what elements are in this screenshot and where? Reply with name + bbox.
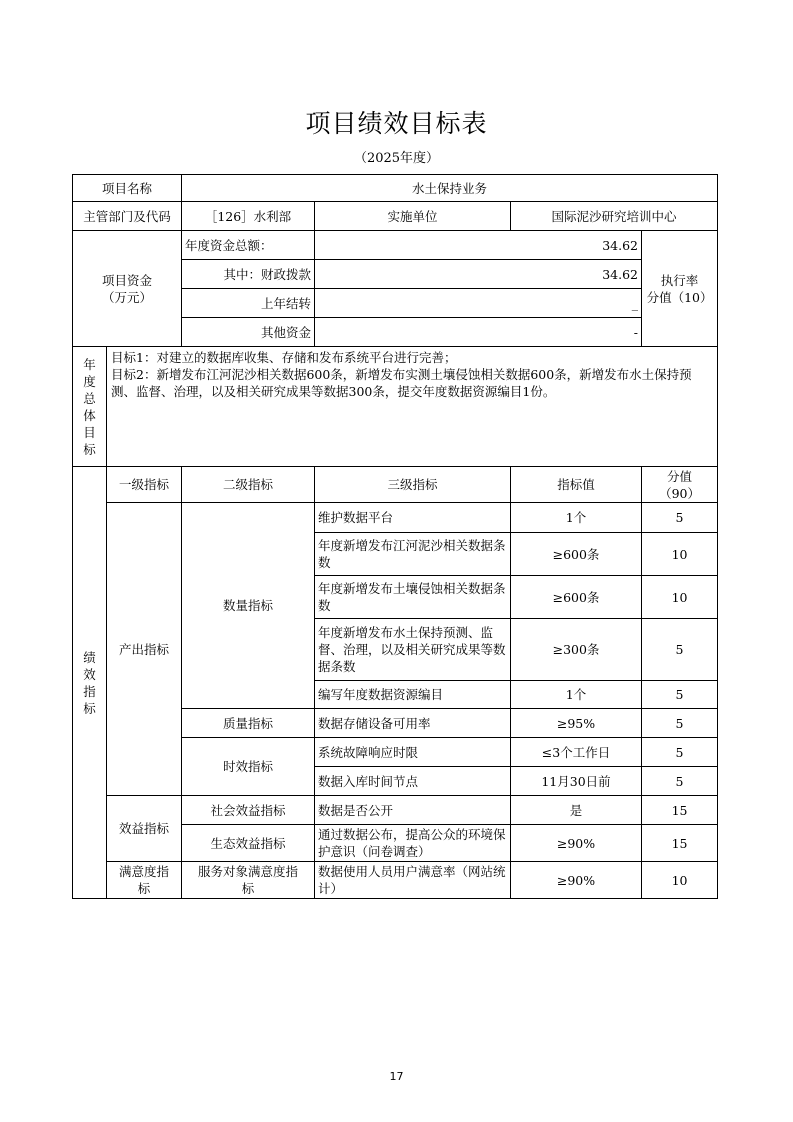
indicator-name: 数据入库时间节点 — [315, 767, 511, 796]
funds-other-value: - — [315, 318, 642, 347]
level1-satisfaction: 满意度指标 — [107, 862, 182, 899]
indicator-name: 维护数据平台 — [315, 503, 511, 533]
funds-label-line1: 项目资金 — [102, 272, 153, 288]
indicator-score: 15 — [642, 825, 718, 862]
funds-carryover-value: _ — [315, 289, 642, 318]
col-level1-header: 一级指标 — [107, 467, 182, 503]
indicator-value: ≥600条 — [511, 533, 642, 576]
indicator-value: 1个 — [511, 681, 642, 709]
funds-label-line2: （万元） — [102, 289, 153, 305]
page-number: 17 — [389, 1070, 404, 1083]
indicators-label-char: 绩 — [83, 649, 96, 665]
exec-rate-label — [642, 231, 718, 347]
table-row — [73, 862, 718, 899]
indicator-value: ≤3个工作日 — [511, 738, 642, 767]
indicator-name: 年度新增发布土壤侵蚀相关数据条数 — [315, 576, 511, 619]
funds-total-label: 年度资金总额： — [182, 231, 315, 260]
indicator-value: ≥300条 — [511, 619, 642, 681]
objectives-label-char: 标 — [83, 441, 96, 457]
table-row — [73, 503, 718, 533]
indicator-score: 5 — [642, 503, 718, 533]
indicators-label-char: 效 — [83, 666, 96, 682]
col-score-line2: （90） — [659, 485, 700, 501]
indicator-score: 5 — [642, 767, 718, 796]
indicator-value: 是 — [511, 796, 642, 825]
impl-label: 实施单位 — [315, 202, 511, 231]
indicators-label-char: 标 — [83, 700, 96, 716]
indicator-value: 11月30日前 — [511, 767, 642, 796]
indicator-name: 数据使用人员用户满意率（网站统计） — [315, 862, 511, 899]
indicator-score: 10 — [642, 576, 718, 619]
level1-benefit: 效益指标 — [107, 796, 182, 862]
page-subtitle: （2025年度） — [353, 151, 440, 166]
project-name-value: 水土保持业务 — [182, 175, 718, 202]
indicator-score: 15 — [642, 796, 718, 825]
col-score-header — [642, 467, 718, 503]
level1-output: 产出指标 — [107, 503, 182, 796]
indicator-score: 5 — [642, 738, 718, 767]
objectives-label — [73, 347, 107, 467]
table-row — [73, 796, 718, 825]
dept-value: ［126］水利部 — [182, 202, 315, 231]
objectives-label-char: 目 — [83, 424, 96, 440]
indicator-value: ≥90% — [511, 862, 642, 899]
indicator-score: 10 — [642, 862, 718, 899]
indicator-name: 数据存储设备可用率 — [315, 709, 511, 738]
col-level2-header: 二级指标 — [182, 467, 315, 503]
indicator-score: 5 — [642, 709, 718, 738]
level2-social: 社会效益指标 — [182, 796, 315, 825]
indicator-value: ≥90% — [511, 825, 642, 862]
level2-satisfaction: 服务对象满意度指标 — [182, 862, 315, 899]
funds-fiscal-label: 其中：财政拨款 — [182, 260, 315, 289]
level2-quantity: 数量指标 — [182, 503, 315, 709]
objectives-label-char: 度 — [83, 373, 96, 389]
indicator-value: ≥600条 — [511, 576, 642, 619]
indicator-name: 编写年度数据资源编目 — [315, 681, 511, 709]
indicator-name: 年度新增发布江河泥沙相关数据条数 — [315, 533, 511, 576]
objectives-text: 目标1：对建立的数据库收集、存储和发布系统平台进行完善； 目标2：新增发布江河泥沙相关数据600条，新增发布实测土壤侵蚀相关数据600条，新增发布水土保持预测、监督、治理，以及相关研究成果等数据300条，提交年度数据资源编目1份。 — [107, 347, 718, 467]
project-name-label: 项目名称 — [73, 175, 182, 202]
funds-label — [73, 231, 182, 347]
level2-quality: 质量指标 — [182, 709, 315, 738]
funds-total-value: 34.62 — [315, 231, 642, 260]
indicator-value: ≥95% — [511, 709, 642, 738]
performance-target-table — [72, 174, 718, 899]
indicator-name: 数据是否公开 — [315, 796, 511, 825]
col-level3-header: 三级指标 — [315, 467, 511, 503]
page-title: 项目绩效目标表 — [305, 109, 488, 138]
funds-other-label: 其他资金 — [182, 318, 315, 347]
indicator-name: 系统故障响应时限 — [315, 738, 511, 767]
exec-rate-line1: 执行率 — [660, 272, 699, 288]
indicators-label-char: 指 — [83, 683, 96, 699]
level2-ecological: 生态效益指标 — [182, 825, 315, 862]
impl-value: 国际泥沙研究培训中心 — [511, 202, 718, 231]
indicator-name: 通过数据公布，提高公众的环境保护意识（问卷调查） — [315, 825, 511, 862]
exec-rate-line2: 分值（10） — [646, 289, 713, 305]
objectives-label-char: 总 — [83, 390, 96, 406]
dept-label: 主管部门及代码 — [73, 202, 182, 231]
objectives-label-char: 年 — [83, 356, 96, 372]
indicator-score: 10 — [642, 533, 718, 576]
objectives-label-char: 体 — [83, 407, 96, 423]
funds-carryover-label: 上年结转 — [182, 289, 315, 318]
col-score-line1: 分值 — [667, 468, 693, 484]
indicators-label — [73, 467, 107, 899]
indicator-name: 年度新增发布水土保持预测、监督、治理，以及相关研究成果等数据条数 — [315, 619, 511, 681]
indicator-score: 5 — [642, 681, 718, 709]
funds-fiscal-value: 34.62 — [315, 260, 642, 289]
indicator-score: 5 — [642, 619, 718, 681]
level2-timeliness: 时效指标 — [182, 738, 315, 796]
col-value-header: 指标值 — [511, 467, 642, 503]
indicator-value: 1个 — [511, 503, 642, 533]
